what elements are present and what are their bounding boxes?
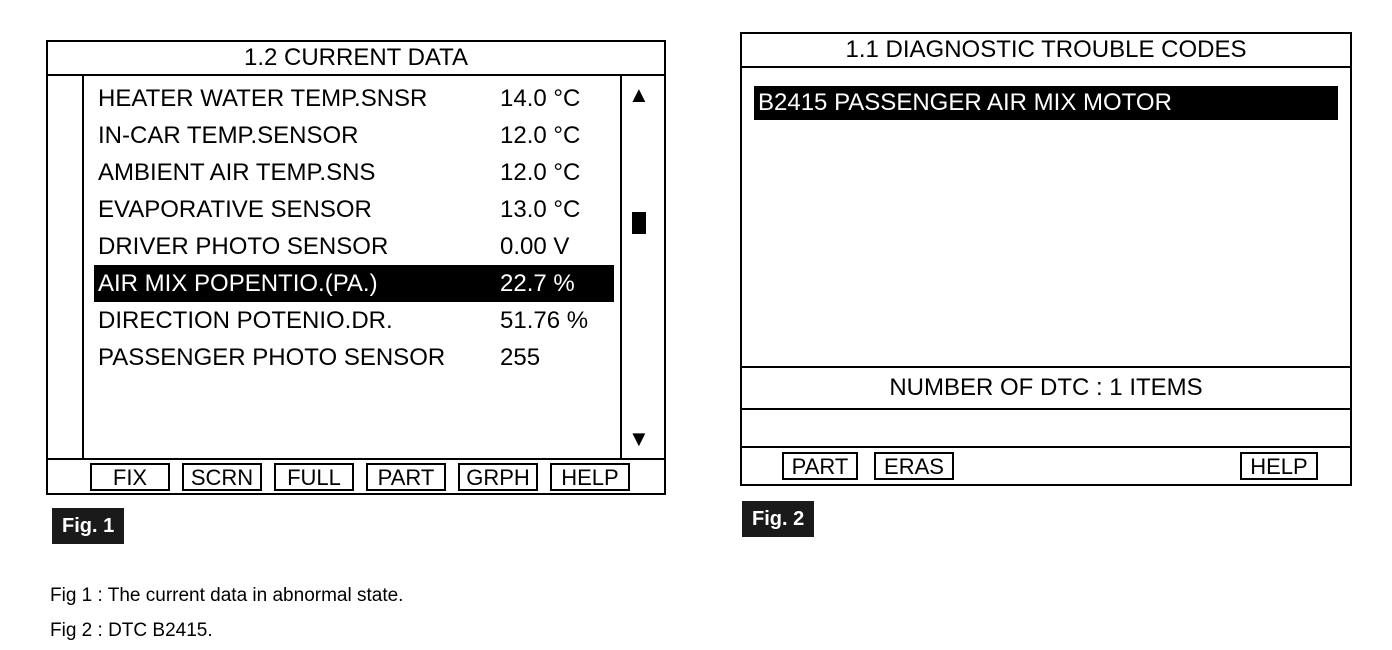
data-value: 22.7 % xyxy=(500,270,575,297)
data-value: 13.0 °C xyxy=(500,196,581,223)
full-button[interactable]: FULL xyxy=(274,463,354,491)
caption-fig2: Fig 2 : DTC B2415. xyxy=(50,620,213,641)
data-value: 0.00 V xyxy=(500,233,570,260)
help-button[interactable]: HELP xyxy=(550,463,630,491)
scrollbar-thumb[interactable] xyxy=(632,212,646,234)
screen-title: 1.1 DIAGNOSTIC TROUBLE CODES xyxy=(742,34,1350,68)
dtc-count: NUMBER OF DTC : 1 ITEMS xyxy=(889,374,1203,401)
eras-button[interactable]: ERAS xyxy=(874,452,954,480)
divider xyxy=(742,446,1350,448)
divider xyxy=(742,408,1350,410)
data-row[interactable] xyxy=(94,339,614,376)
screen-title: 1.2 CURRENT DATA xyxy=(48,42,664,76)
data-row[interactable] xyxy=(94,117,614,154)
data-list xyxy=(94,80,614,376)
data-value: 255 xyxy=(500,344,541,371)
current-data-screen xyxy=(46,40,666,495)
divider xyxy=(742,366,1350,368)
help-button[interactable]: HELP xyxy=(1240,452,1318,480)
grph-button[interactable]: GRPH xyxy=(458,463,538,491)
data-row[interactable] xyxy=(94,228,614,265)
data-value: 51.76 % xyxy=(500,307,589,334)
data-label: IN-CAR TEMP.SENSOR xyxy=(98,122,359,149)
caption-fig1: Fig 1 : The current data in abnormal state. xyxy=(50,585,404,606)
data-value: 12.0 °C xyxy=(500,159,581,186)
fix-button[interactable]: FIX xyxy=(90,463,170,491)
data-value: 14.0 °C xyxy=(500,85,581,112)
figure-label-2: Fig. 2 xyxy=(742,501,814,537)
data-label: DIRECTION POTENIO.DR. xyxy=(98,307,393,334)
scroll-up-arrow-icon[interactable]: ▲ xyxy=(628,82,650,107)
data-row[interactable] xyxy=(94,80,614,117)
data-row[interactable] xyxy=(94,302,614,339)
scroll-down-arrow-icon[interactable]: ▼ xyxy=(628,426,650,451)
diagnostic-trouble-codes-screen xyxy=(740,32,1352,486)
data-row-selected[interactable] xyxy=(94,265,614,302)
data-row[interactable] xyxy=(94,191,614,228)
dtc-entry-selected[interactable]: B2415 PASSENGER AIR MIX MOTOR xyxy=(754,86,1338,120)
function-key-bar xyxy=(48,458,664,495)
data-label: EVAPORATIVE SENSOR xyxy=(98,196,372,223)
scrollbar-divider xyxy=(620,74,622,458)
figure-label-1: Fig. 1 xyxy=(52,508,124,544)
data-label: AIR MIX POPENTIO.(PA.) xyxy=(98,270,378,297)
data-value: 12.0 °C xyxy=(500,122,581,149)
data-label: HEATER WATER TEMP.SNSR xyxy=(98,85,428,112)
data-label: DRIVER PHOTO SENSOR xyxy=(98,233,389,260)
scrn-button[interactable]: SCRN xyxy=(182,463,262,491)
data-label: PASSENGER PHOTO SENSOR xyxy=(98,344,446,371)
left-margin-divider xyxy=(82,74,84,458)
part-button[interactable]: PART xyxy=(366,463,446,491)
part-button[interactable]: PART xyxy=(782,452,858,480)
data-label: AMBIENT AIR TEMP.SNS xyxy=(98,159,376,186)
data-row[interactable] xyxy=(94,154,614,191)
